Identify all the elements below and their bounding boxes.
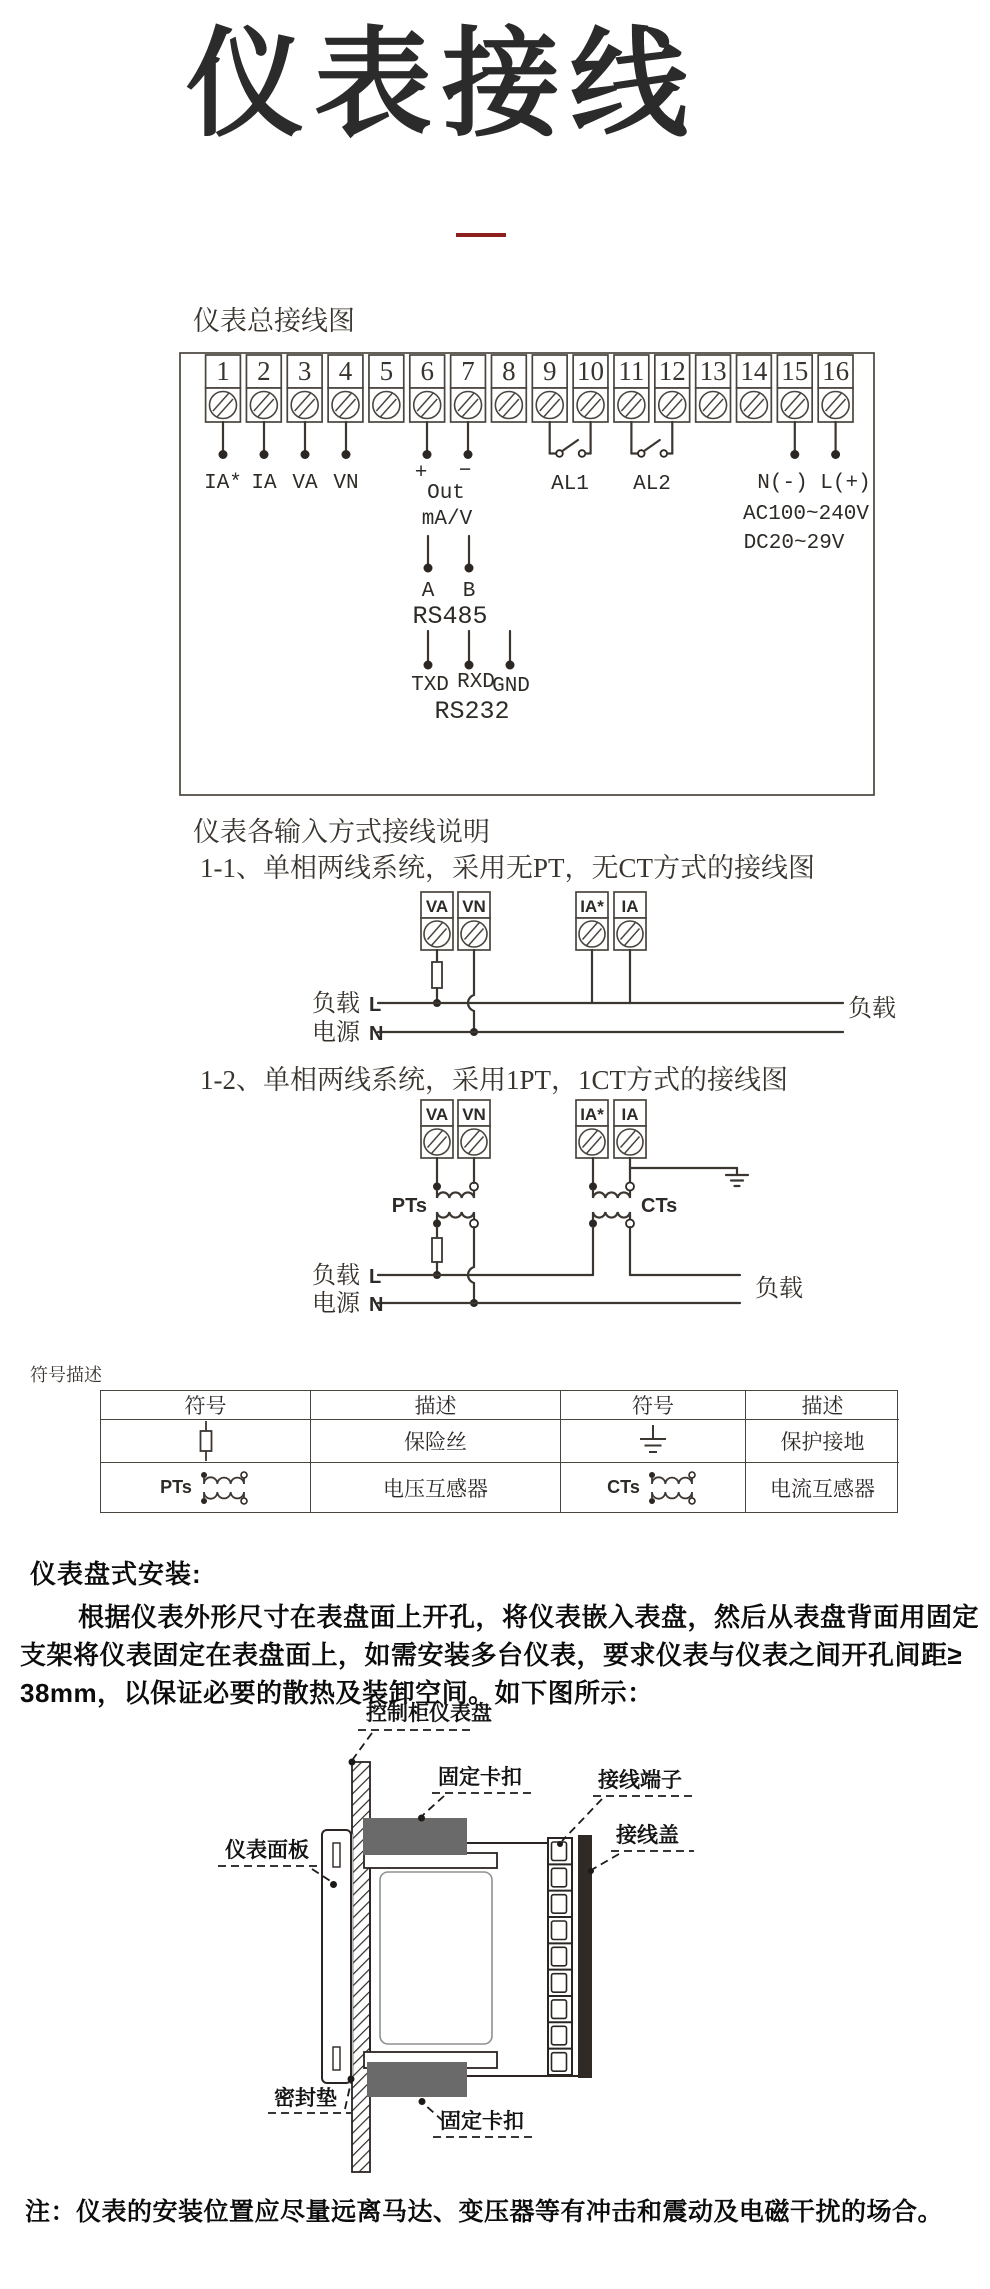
label-cts: CTs (641, 1195, 678, 1217)
label-out: Out (427, 482, 465, 505)
current-transformer-icon (645, 1468, 699, 1508)
label-al2: AL2 (633, 473, 671, 496)
label-out-minus: − (458, 460, 472, 483)
ct-primary-coil (593, 1191, 630, 1199)
terminal-15 (777, 355, 812, 422)
label-va: VA (292, 472, 318, 495)
fuse-icon (191, 1420, 221, 1462)
earth-symbol-cell (561, 1420, 746, 1463)
label-power-terminals: N(-) L(+) (757, 472, 871, 495)
label-rs485-b: B (462, 580, 476, 603)
label-wiring-cover: 接线盖 (616, 1824, 679, 1847)
svg-text:VN: VN (462, 1105, 486, 1124)
label-cabinet-panel: 控制柜仪表盘 (366, 1702, 492, 1725)
fuse-icon (432, 1238, 442, 1262)
svg-text:IA*: IA* (580, 1105, 604, 1124)
svg-text:14: 14 (740, 356, 768, 386)
label-gnd: GND (492, 675, 530, 698)
terminal-16 (818, 355, 853, 422)
table-header: 符号 (561, 1391, 746, 1420)
label-line-n: N (369, 1294, 384, 1316)
svg-text:12: 12 (658, 356, 686, 386)
svg-text:VN: VN (462, 897, 486, 916)
label-dc-range: DC20~29V (743, 532, 845, 555)
terminal-block (548, 1838, 572, 2075)
install-paragraph-line: 支架将仪表固定在表盘面上，如需安装多台仪表，要求仪表与仪表之间开孔间距≥ (20, 1640, 963, 1670)
terminal-10 (573, 355, 608, 422)
pts-label: PTs (160, 1477, 192, 1497)
meter-front-panel (322, 1830, 351, 2083)
symbol-table-label: 符号描述 (30, 1365, 102, 1385)
table-header: 符号 (101, 1391, 311, 1420)
label-line-l: L (369, 1266, 382, 1288)
label-txd: TXD (411, 674, 449, 697)
svg-text:11: 11 (618, 356, 645, 386)
terminal-strip (206, 355, 853, 422)
svg-text:7: 7 (461, 356, 475, 386)
terminal-9 (532, 355, 567, 422)
ct-secondary-coil (593, 1212, 630, 1220)
label-fixing-clip-bottom: 固定卡扣 (440, 2110, 524, 2133)
terminal-12 (655, 355, 690, 422)
terminal-VA (421, 892, 453, 950)
label-al1: AL1 (551, 473, 589, 496)
label-source: 电源 (312, 1020, 360, 1046)
terminal-5 (369, 355, 404, 422)
svg-text:1: 1 (216, 356, 230, 386)
overall-wiring-diagram (170, 340, 890, 810)
pt-primary-coil (437, 1191, 474, 1199)
install-paragraph-line: 38mm，以保证必要的散热及装卸空间。如下图所示： (20, 1678, 654, 1708)
label-line-n: N (369, 1023, 384, 1045)
svg-text:4: 4 (338, 356, 353, 386)
terminals-1-1 (421, 892, 646, 950)
svg-text:2: 2 (257, 356, 271, 386)
svg-text:5: 5 (379, 356, 394, 386)
pt-desc-cell: 电压互感器 (311, 1463, 561, 1512)
ct-symbol-cell (561, 1463, 746, 1512)
svg-text:13: 13 (699, 356, 727, 386)
svg-text:15: 15 (781, 356, 809, 386)
wiring-diagram-1-2 (270, 1090, 930, 1325)
terminal-13 (696, 355, 731, 422)
terminal-1 (206, 355, 241, 422)
label-rs232: RS232 (434, 697, 510, 726)
wires-1-1 (378, 950, 843, 1036)
label-source: 电源 (312, 1291, 360, 1317)
svg-text:6: 6 (420, 356, 434, 386)
wiring-diagram-1-1 (270, 880, 930, 1075)
label-line-l: L (369, 994, 382, 1016)
ct-desc-cell: 电流互感器 (770, 1476, 875, 1501)
voltage-transformer-icon (197, 1468, 251, 1508)
svg-text:VA: VA (425, 897, 449, 916)
label-ac-range: AC100~240V (742, 503, 870, 526)
label-fixing-clip-top: 固定卡扣 (438, 1766, 522, 1789)
label-out-plus: + (414, 462, 428, 485)
install-note: 注：仪表的安装位置应尽量远离马达、变压器等有冲击和震动及电磁干扰的场合。 (25, 2198, 944, 2226)
page-title: 仪表接线 (185, 19, 698, 151)
label-gasket: 密封垫 (274, 2087, 337, 2110)
terminal-IA (614, 892, 646, 950)
terminal-VA (421, 1100, 453, 1158)
terminal-7 (451, 355, 486, 422)
terminal-IA* (576, 1100, 608, 1158)
subsection-title-1-1: 1-1、单相两线系统，采用无PT，无CT方式的接线图 (200, 853, 816, 883)
label-terminal-block: 接线端子 (598, 1769, 682, 1792)
terminal-VN (458, 892, 490, 950)
terminal-labels (204, 460, 871, 726)
table-header: 描述 (311, 1391, 561, 1420)
svg-text:8: 8 (502, 356, 516, 386)
terminal-VN (458, 1100, 490, 1158)
label-ma-v: mA/V (421, 508, 473, 531)
fuse-icon (432, 962, 442, 988)
svg-text:9: 9 (542, 356, 557, 386)
earth-icon (726, 1175, 748, 1186)
fuse-symbol-cell (101, 1420, 311, 1463)
label-load-right: 负载 (848, 996, 896, 1022)
earth-desc-cell: 保护接地 (746, 1420, 899, 1463)
label-vn: VN (333, 472, 359, 495)
label-ia-star: IA* (204, 472, 242, 495)
terminals-1-2 (421, 1100, 646, 1158)
label-load-left: 负载 (312, 991, 360, 1017)
label-load-right: 负载 (755, 1276, 803, 1302)
label-rs485: RS485 (412, 602, 488, 631)
subsection-title-1-2: 1-2、单相两线系统，采用1PT，1CT方式的接线图 (200, 1065, 789, 1095)
label-ia: IA (251, 472, 277, 495)
fuse-desc-cell: 保险丝 (311, 1420, 561, 1463)
label-rs485-a: A (421, 580, 435, 603)
section-title-overall-wiring: 仪表总接线图 (193, 306, 355, 336)
terminal-4 (328, 355, 363, 422)
svg-text:10: 10 (577, 356, 605, 386)
label-pts: PTs (391, 1195, 427, 1217)
table-header: 描述 (746, 1391, 899, 1420)
install-paragraph-line: 根据仪表外形尺寸在表盘面上开孔，将仪表嵌入表盘，然后从表盘背面用固定 (78, 1602, 980, 1632)
svg-text:IA*: IA* (580, 897, 604, 916)
fixing-clip-bottom (367, 2062, 467, 2097)
section-title-input-modes: 仪表各输入方式接线说明 (193, 817, 490, 847)
svg-text:IA: IA (621, 1105, 639, 1124)
pt-symbol-cell (101, 1463, 311, 1512)
installation-diagram (140, 1700, 740, 2180)
svg-text:3: 3 (297, 356, 312, 386)
terminal-11 (614, 355, 649, 422)
install-section-heading: 仪表盘式安装: (30, 1559, 202, 1589)
svg-text:16: 16 (822, 356, 850, 386)
svg-text:VA: VA (425, 1105, 449, 1124)
terminal-IA* (576, 892, 608, 950)
terminal-14 (737, 355, 772, 422)
label-rxd: RXD (457, 671, 495, 694)
pt-secondary-coil (437, 1212, 474, 1220)
terminal-6 (410, 355, 445, 422)
title-divider (456, 233, 506, 237)
terminal-3 (287, 355, 322, 422)
symbol-table (100, 1390, 898, 1513)
fixing-clip-top (363, 1818, 467, 1855)
terminal-2 (246, 355, 281, 422)
terminal-8 (491, 355, 526, 422)
wires-1-2 (378, 1158, 748, 1307)
earth-icon (636, 1423, 670, 1459)
label-load-left: 负载 (312, 1263, 360, 1289)
svg-text:IA: IA (621, 897, 639, 916)
label-meter-front-panel: 仪表面板 (225, 1839, 309, 1862)
terminal-IA (614, 1100, 646, 1158)
cts-label: CTs (607, 1477, 640, 1497)
